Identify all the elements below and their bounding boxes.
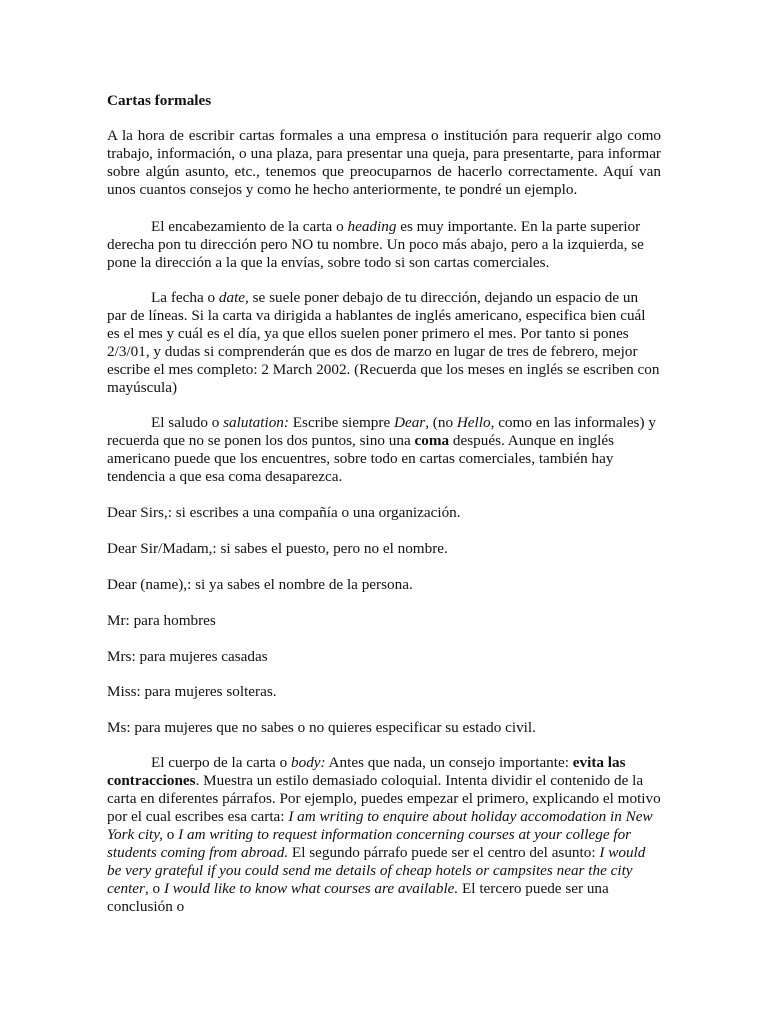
document-title: Cartas formales (107, 92, 212, 109)
salutation-line-sir-madam: Dear Sir/Madam,: si sabes el puesto, pero no el nombre. (107, 540, 448, 557)
salutation-line-name: Dear (name),: si ya sabes el nombre de la persona. (107, 576, 413, 593)
body-paragraph: El cuerpo de la carta o body: Antes que nada, un consejo importante: evita las contracciones. Muestra un estilo demasiado coloquial. Intenta dividir el contenido de la carta en diferentes párrafos. Por ejemplo, puedes empezar el primero, explicando el motivo por el cual escribes esa carta: I am writing to enquire about holiday accomodation in New York city, o I am writing to request information concerning courses at your college for students coming from abroad. El segundo párrafo puede ser el centro del asunto: I would be very grateful if you could send me details of cheap hotels or campsites near the city center, o I would like to know what courses are available. El tercero puede ser una conclusión o (107, 754, 661, 915)
heading-paragraph: El encabezamiento de la carta o heading es muy importante. En la parte superior derecha pon tu dirección pero NO tu nombre. Un poco más abajo, pero a la izquierda, se pone la dirección a la que la envías, sobre todo si son cartas comerciales. (107, 218, 644, 271)
date-paragraph: La fecha o date, se suele poner debajo de tu dirección, dejando un espacio de un par de líneas. Si la carta va dirigida a hablantes de inglés americano, especifica bien cuál es el mes y cuál es el día, ya que ellos suelen poner primero el mes. Por tanto si pones 2/3/01, y dudas si comprenderán que es dos de marzo en lugar de tres de febrero, mejor escribe el mes completo: 2 March 2002. (Recuerda que los meses en inglés se escriben con mayúscula) (107, 289, 660, 396)
title-line-ms: Ms: para mujeres que no sabes o no quieres especificar su estado civil. (107, 719, 536, 736)
title-line-miss: Miss: para mujeres solteras. (107, 683, 277, 700)
salutation-line-sirs: Dear Sirs,: si escribes a una compañía o una organización. (107, 504, 461, 521)
intro-paragraph: A la hora de escribir cartas formales a una empresa o institución para requerir algo como trabajo, información, o una plaza, para presentar una queja, para presentarte, para informar sobre algún asunto, etc., tenemos que preocuparnos de hacerlo correctamente. Aquí van unos cuantos consejos y como he hecho anteriormente, te pondré un ejemplo. (107, 127, 661, 198)
title-line-mrs: Mrs: para mujeres casadas (107, 648, 268, 665)
salutation-paragraph: El saludo o salutation: Escribe siempre Dear, (no Hello, como en las informales) y recuerda que no se ponen los dos puntos, sino una coma después. Aunque en inglés americano puede que los encuentres, sobre todo en cartas comerciales, también hay tendencia a que esa coma desaparezca. (107, 414, 656, 485)
title-line-mr: Mr: para hombres (107, 612, 216, 629)
